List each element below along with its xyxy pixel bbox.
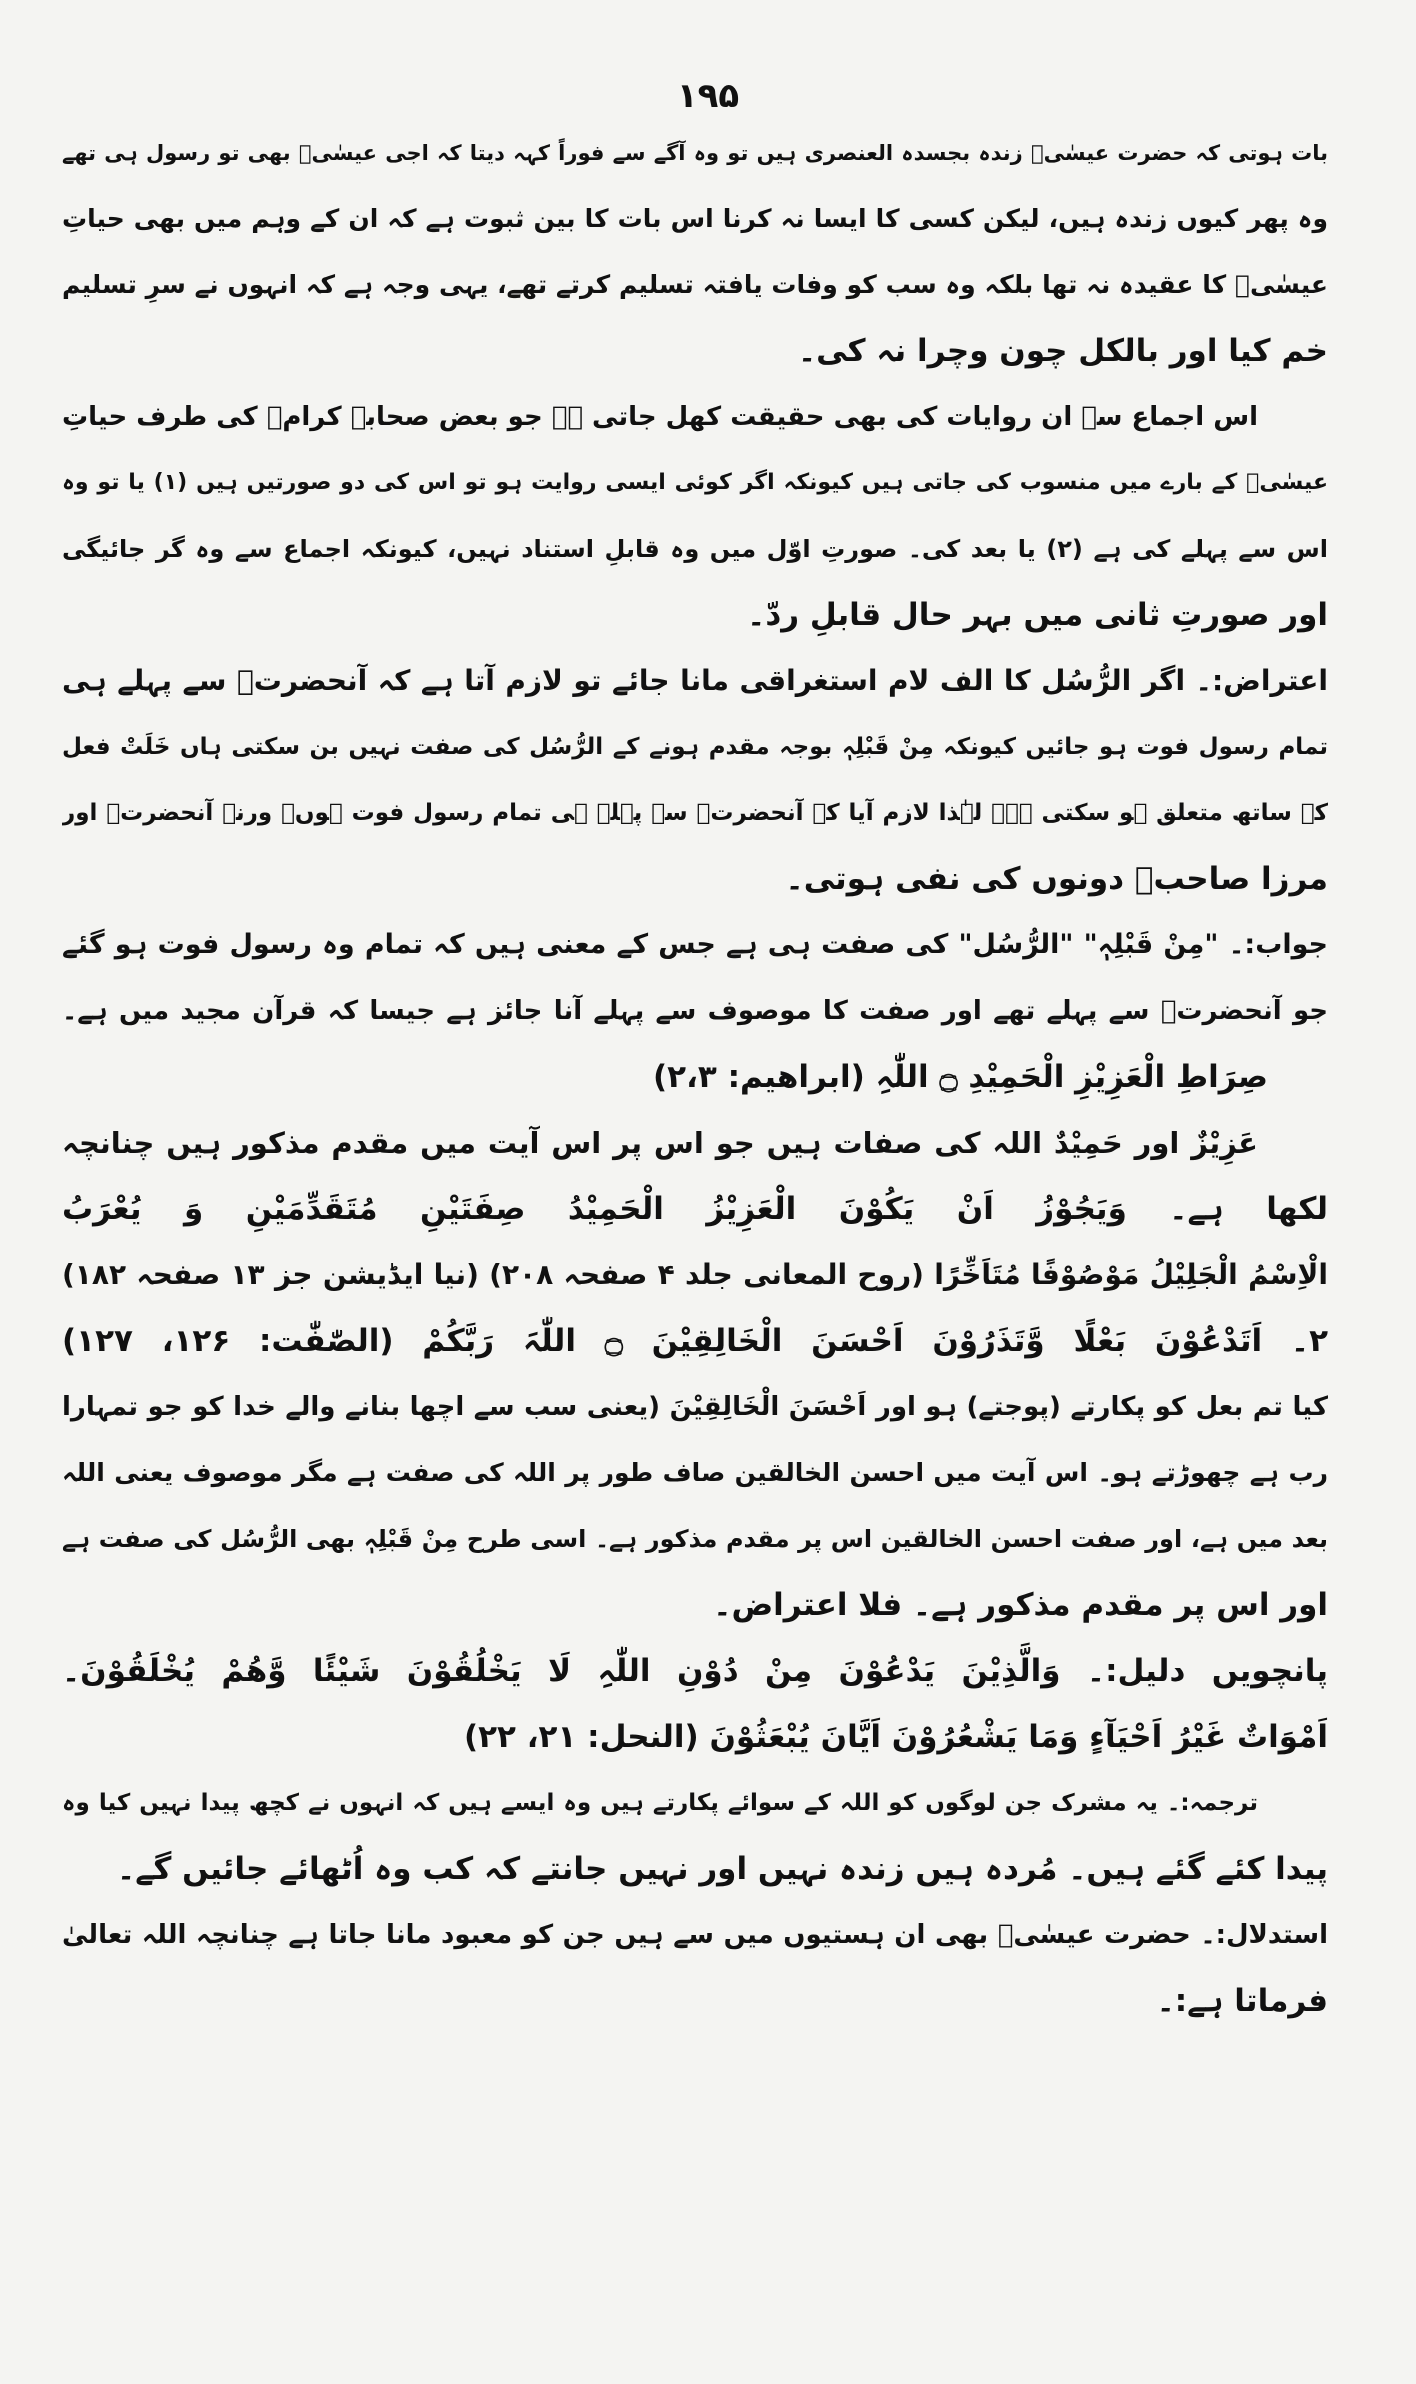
text-line: اس اجماع سے ان روایات کی بھی حقیقت کھل جاتی ہے جو بعض صحابہ کرامؓ کی طرف حیاتِ xyxy=(62,402,1258,432)
text-line: صِرَاطِ الْعَزِیْزِ الْحَمِیْدِ ۝ اللّٰہِ (ابراھیم: ۲،۳) xyxy=(652,1059,1268,1095)
text-line: اَمْوَاتٌ غَیْرُ اَحْیَآءٍ وَمَا یَشْعُرُوْنَ اَیَّانَ یُبْعَثُوْنَ (النحل: ۲۱، ۲۲) xyxy=(463,1719,1328,1755)
text-line: عیسٰیؑ کے بارے میں منسوب کی جاتی ہیں کیونکہ اگر کوئی ایسی روایت ہو تو اس کی دو صورتیں ہیں (۱) یا تو وہ xyxy=(62,470,1328,495)
text-line: کیا تم بعل کو پکارتے (پوجتے) ہو اور اَحْسَنَ الْخَالِقِیْنَ (یعنی سب سے اچھا بنانے والے خدا کو جو تمہارا xyxy=(62,1392,1328,1422)
text-line: خم کیا اور بالکل چون وچرا نہ کی۔ xyxy=(798,333,1328,369)
text-line: لکھا ہے۔ وَیَجُوْزُ اَنْ یَکُوْنَ الْعَزِیْزُ الْحَمِیْدُ صِفَتَیْنِ مُتَقَدِّمَیْنِ وَ یُعْرَبُ xyxy=(62,1191,1328,1227)
text-line: عَزِیْزٌ اور حَمِیْدٌ اللہ کی صفات ہیں جو اس پر اس آیت میں مقدم مذکور ہیں چنانچہ xyxy=(62,1126,1258,1160)
text-line: اعتراض:۔ اگر الرُّسُل کا الف لام استغراقی مانا جائے تو لازم آتا ہے کہ آنحضرتؐ سے پہلے ہی xyxy=(62,664,1328,697)
text-line: پیدا کئے گئے ہیں۔ مُردہ ہیں زندہ نہیں اور نہیں جانتے کہ کب وہ اُٹھائے جائیں گے۔ xyxy=(117,1851,1328,1887)
text-line: بات ہوتی کہ حضرت عیسٰیؑ زندہ بجسدہ العنصری ہیں تو وہ آگے سے فوراً کہہ دیتا کہ اجی عیسٰیؑ بھی تو رسول ہی تھے xyxy=(62,141,1328,165)
text-line: اور صورتِ ثانی میں بہر حال قابلِ ردّ۔ xyxy=(747,597,1328,633)
text-line: جواب:۔ "مِنْ قَبْلِہٖ" "الرُّسُل" کی صفت ہی ہے جس کے معنی ہیں کہ تمام وہ رسول فوت ہو گئے xyxy=(62,929,1328,960)
text-line: مرزا صاحبؑ دونوں کی نفی ہوتی۔ xyxy=(785,861,1328,897)
text-line: کے ساتھ متعلق ہو سکتی ہے۔ لہٰذا لازم آیا کہ آنحضرتؐ سے پہلے ہی تمام رسول فوت ہوں۔ ورنہ آنحضرتؐ اور xyxy=(62,800,1328,826)
text-line: بعد میں ہے، اور صفت احسن الخالقین اس پر مقدم مذکور ہے۔ اسی طرح مِنْ قَبْلِہٖ بھی الرُّسُل کی صفت ہے xyxy=(62,1525,1328,1553)
text-line: پانچویں دلیل:۔ وَالَّذِیْنَ یَدْعُوْنَ مِنْ دُوْنِ اللّٰہِ لَا یَخْلُقُوْنَ شَیْئًا وَّھُمْ یُخْلَقُوْنَ۔ xyxy=(62,1653,1328,1689)
text-line: استدلال:۔ حضرت عیسٰیؑ بھی ان ہستیوں میں سے ہیں جن کو معبود مانا جاتا ہے چنانچہ اللہ تعالیٰ xyxy=(62,1920,1328,1950)
text-line: فرماتا ہے:۔ xyxy=(1156,1983,1328,2019)
text-line: جو آنحضرتؐ سے پہلے تھے اور صفت کا موصوف سے پہلے آنا جائز ہے جیسا کہ قرآن مجید میں ہے۔ xyxy=(62,996,1328,1026)
text-line: تمام رسول فوت ہو جائیں کیونکہ مِنْ قَبْلِہٖ بوجہ مقدم ہونے کے الرُّسُل کی صفت نہیں بن سکتی ہاں خَلَتْ فعل xyxy=(62,734,1328,760)
text-line: وہ پھر کیوں زندہ ہیں، لیکن کسی کا ایسا نہ کرنا اس بات کا بین ثبوت ہے کہ ان کے وہم میں بھی حیاتِ xyxy=(62,204,1328,233)
page-number: ۱۹۵ xyxy=(676,76,740,116)
text-line: اس سے پہلے کی ہے (۲) یا بعد کی۔ صورتِ اوّل میں وہ قابلِ استناد نہیں، کیونکہ اجماع سے وہ گر جائیگی xyxy=(62,535,1328,563)
text-line: رب ہے چھوڑتے ہو۔ اس آیت میں احسن الخالقین صاف طور پر اللہ کی صفت ہے مگر موصوف یعنی اللہ xyxy=(62,1458,1328,1487)
text-line: الْاِسْمُ الْجَلِیْلُ مَوْصُوْفًا مُتَاَخِّرًا (روح المعانی جلد ۴ صفحہ ۲۰۸) (نیا ایڈیشن جز ۱۳ صفحہ ۱۸۲) xyxy=(62,1258,1328,1291)
text-line: ۲۔ اَتَدْعُوْنَ بَعْلًا وَّتَذَرُوْنَ اَحْسَنَ الْخَالِقِیْنَ ۝ اللّٰہَ رَبَّکُمْ (الصّٰفّٰت: ۱۲۶، ۱۲۷) xyxy=(62,1323,1328,1359)
text-line: اور اس پر مقدم مذکور ہے۔ فلا اعتراض۔ xyxy=(713,1587,1328,1623)
text-line: عیسٰیؑ کا عقیدہ نہ تھا بلکہ وہ سب کو وفات یافتہ تسلیم کرتے تھے، یہی وجہ ہے کہ انہوں نے سرِ تسلیم xyxy=(62,270,1328,299)
page-body xyxy=(62,120,1328,2034)
text-line: ترجمہ:۔ یہ مشرک جن لوگوں کو اللہ کے سوائے پکارتے ہیں وہ ایسے ہیں کہ انہوں نے کچھ پیدا نہیں کیا وہ xyxy=(62,1790,1258,1816)
